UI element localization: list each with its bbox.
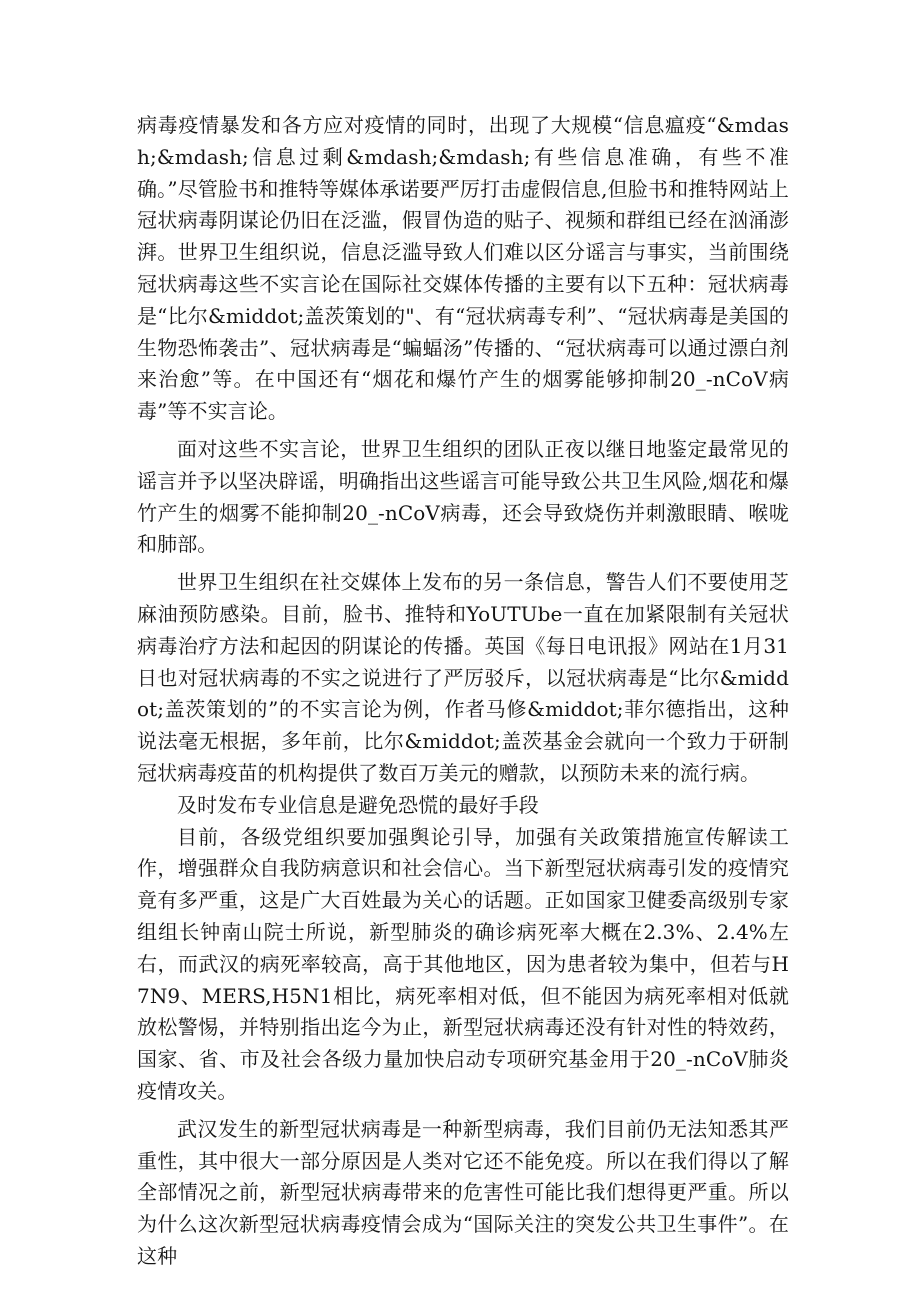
document-body xyxy=(137,110,789,1273)
section-heading: 及时发布专业信息是避免恐慌的最好手段 xyxy=(177,792,539,817)
paragraph-4: 目前，各级党组织要加强舆论引导，加强有关政策措施宣传解读工作，增强群众自我防病意识和社会信心。当下新型冠状病毒引发的疫情究竟有多严重，这是广大百姓最为关心的话题。正如国家卫健委高级别专家组组长钟南山院士所说，新型肺炎的确诊病死率大概在2.3%、2.4%左右，而武汉的病死率较高，高于其他地区，因为患者较为集中，但若与H7N9、MERS,H5N1相比，病死率相对低，但不能因为病死率相对低就放松警惕，并特别指出迄今为止，新型冠状病毒还没有针对性的特效药，国家、省、市及社会各级力量加快启动专项研究基金用于20_-nCoV肺炎疫情攻关。 xyxy=(137,824,789,1103)
paragraph-5: 武汉发生的新型冠状病毒是一种新型病毒，我们目前仍无法知悉其严重性，其中很大一部分原因是人类对它还不能免疫。所以在我们得以了解全部情况之前，新型冠状病毒带来的危害性可能比我们想得更严重。所以为什么这次新型冠状病毒疫情会成为“国际关注的突发公共卫生事件”。在这种 xyxy=(137,1116,789,1268)
paragraph-3: 世界卫生组织在社交媒体上发布的另一条信息，警告人们不要使用芝麻油预防感染。目前，脸书、推特和YoUTUbe一直在加紧限制有关冠状病毒治疗方法和起因的阴谋论的传播。英国《每日电讯报》网站在1月31日也对冠状病毒的不实之说进行了严厉驳斥，以冠状病毒是“比尔&middot;盖茨策划的”的不实言论为例，作者马修&middot;菲尔德指出，这种说法毫无根据，多年前，比尔&middot;盖茨基金会就向一个致力于研制冠状病毒疫苗的机构提供了数百万美元的赠款，以预防未来的流行病。 xyxy=(137,570,789,785)
paragraph-1: 病毒疫情暴发和各方应对疫情的同时，出现了大规模“信息瘟疫“&mdash;&mdash;信息过剩&mdash;&mdash;有些信息准确，有些不准确。”尽管脸书和推特等媒体承诺要严厉打击虚假信息,但脸书和推特网站上冠状病毒阴谋论仍旧在泛滥，假冒伪造的贴子、视频和群组已经在汹涌澎湃。世界卫生组织说，信息泛滥导致人们难以区分谣言与事实，当前围绕冠状病毒这些不实言论在国际社交媒体传播的主要有以下五种：冠状病毒是“比尔&middot;盖茨策划的"、有“冠状病毒专利”、“冠状病毒是美国的生物恐怖袭击”、冠状病毒是“蝙蝠汤”传播的、“冠状病毒可以通过漂白剂来治愈”等。在中国还有“烟花和爆竹产生的烟雾能够抑制20_-nCoV病毒”等不实言论。 xyxy=(137,113,789,424)
paragraph-2: 面对这些不实言论，世界卫生组织的团队正夜以继日地鉴定最常见的谣言并予以坚决辟谣，明确指出这些谣言可能导致公共卫生风险,烟花和爆竹产生的烟雾不能抑制20_-nCoV病毒，还会导致烧伤并刺激眼睛、喉咙和肺部。 xyxy=(137,436,789,557)
